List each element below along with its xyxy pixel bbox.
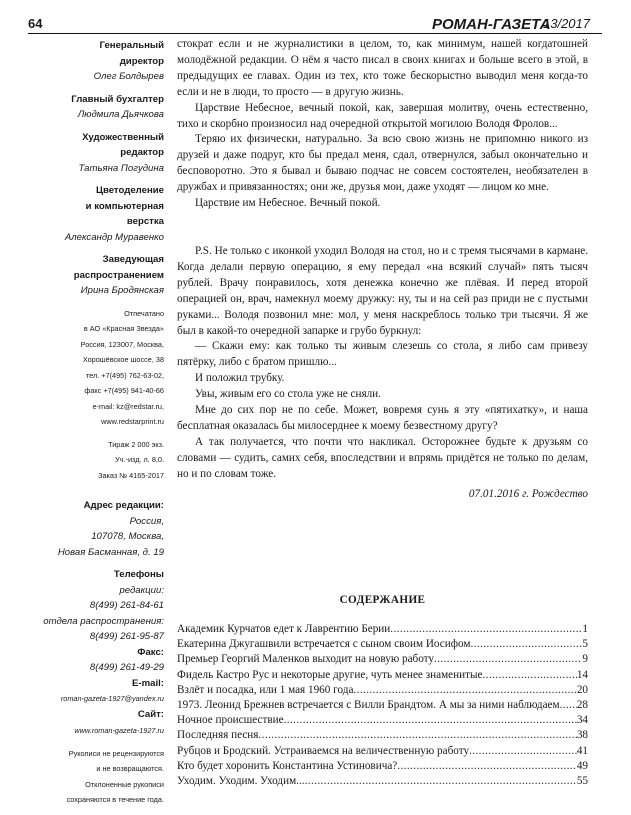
toc-entry bbox=[177, 652, 588, 667]
spacer bbox=[28, 490, 164, 498]
toc-entry-title: Екатерина Джугашвили встречается с сыном своим Иосифом bbox=[177, 638, 471, 651]
staff-distribution bbox=[28, 252, 164, 299]
toc-entry-page: 14 bbox=[576, 668, 588, 681]
email-label: E-mail: bbox=[132, 677, 164, 689]
toc-entry-page: 5 bbox=[582, 638, 588, 651]
printer-line: в АО «Красная Звезда» bbox=[83, 324, 164, 333]
staff-role: Художественный bbox=[82, 131, 164, 143]
staff-name: Людмила Дьячкова bbox=[77, 109, 164, 120]
toc-entry-title: Кто будет хоронить Константина Устиновича? bbox=[177, 759, 398, 772]
staff-accountant bbox=[28, 92, 164, 123]
toc-leader bbox=[390, 622, 582, 637]
printer-info bbox=[28, 306, 164, 430]
printer-line: e-mail: kz@redstar.ru, bbox=[92, 401, 164, 411]
toc-entry bbox=[177, 744, 588, 759]
toc-leader bbox=[560, 698, 577, 713]
print-run-line: Тираж 2 000 экз. bbox=[108, 439, 164, 449]
staff-role: редактор bbox=[120, 147, 164, 158]
toc-title: СОДЕРЖАНИЕ bbox=[339, 594, 426, 606]
staff-role: Цветоделение bbox=[95, 185, 164, 196]
toc-leader bbox=[470, 637, 582, 652]
spacer bbox=[177, 228, 588, 244]
staff-name: Татьяна Погудина bbox=[78, 162, 164, 174]
toc-entry-page: 49 bbox=[576, 759, 588, 772]
printer-line: Хорошёвское шоссе, 38 bbox=[82, 355, 164, 364]
toc-entry-page: 9 bbox=[582, 653, 588, 666]
staff-role: директор bbox=[119, 55, 164, 67]
staff-name: Ирина Бродянская bbox=[80, 285, 164, 296]
toc-entry-title: Рубцов и Бродский. Устраиваемся на величественную работу bbox=[177, 744, 470, 757]
page-header bbox=[0, 0, 631, 34]
postscript-paragraph: Увы, живым его со стола уже не сняли. bbox=[195, 388, 381, 401]
toc-entry-title: Уходим. Уходим. Уходим... bbox=[177, 774, 305, 787]
postscript-paragraph: А так получается, что почти что накликал. Осторожнее будьте к друзьям со словами — судить, самих себя, впоследствии и впрямь придётся не только по делам, но и по словам тоже. bbox=[177, 435, 588, 480]
staff-art-editor bbox=[28, 130, 164, 177]
toc-entry-page: 38 bbox=[576, 729, 588, 742]
printer-line: Отпечатано bbox=[124, 308, 164, 318]
postscript-paragraph: P.S. Не только с иконкой уходил Володя на стол, но и с тремя тысячами в кармане. Когда делали первую операцию, я ему передал «на всякий случай» пять тысяч рублей. Врачу понравилось, хотя денежка конечно же плёвая. И перед второй операцией он, врач, намекнул моему дружку: ну, ты и на сей раз приди не с пустыми руками... Володя позвонил мне: мол, у меня наскреблось только три тысячи. Я же был в какой-то очередной запарке и грубо буркнул: bbox=[177, 244, 588, 337]
article-paragraph: Царствие Небесное, вечный покой, как, завершая молитву, очень естественно, тихо и скорбно произносил над очередной открытой могилою Володя Фролов... bbox=[177, 101, 588, 130]
toc-entry bbox=[177, 637, 588, 652]
toc-entry bbox=[177, 698, 588, 713]
phones-label: Телефоны bbox=[113, 569, 164, 580]
header-rule bbox=[28, 33, 602, 34]
toc-leader bbox=[284, 713, 577, 728]
print-run-line: Уч.-изд. л. 8,0. bbox=[115, 455, 164, 464]
staff-role: верстка bbox=[126, 216, 164, 227]
address-label: Адрес редакции: bbox=[83, 500, 164, 511]
staff-role: Генеральный bbox=[99, 40, 164, 51]
address-line: Новая Басманная, д. 19 bbox=[57, 546, 164, 558]
toc-entry-title: Ночное происшествие bbox=[177, 714, 284, 727]
phone-label: отдела распространения: bbox=[43, 615, 164, 627]
fax-number: 8(499) 261-49-29 bbox=[89, 662, 164, 673]
article-signoff: 07.01.2016 г. Рождество bbox=[468, 487, 588, 500]
issue-number: 13/2017 bbox=[543, 16, 590, 31]
address-block bbox=[28, 498, 164, 560]
notice-line: Отклоненные рукописи bbox=[85, 779, 164, 789]
toc-entry bbox=[177, 668, 588, 683]
staff-role: Заведующая bbox=[102, 254, 164, 265]
staff-role: Главный бухгалтер bbox=[71, 93, 164, 105]
phone-number: 8(499) 261-84-61 bbox=[89, 600, 164, 611]
toc-entry-page: 20 bbox=[576, 683, 588, 696]
print-run-line: Заказ № 4165-2017 bbox=[98, 470, 164, 480]
postscript-paragraph: И положил трубку. bbox=[195, 372, 285, 385]
spacer bbox=[177, 212, 588, 228]
article-paragraph: Теряю их физически, натурально. За всю свою жизнь не припомню никого из друзей и даже подруг, кто бы предал меня, сдал, отвернулся, забыл окончательно и бесповоротно. Это я бывал и бываю подчас не совсем состоятелен, необязателен в дружбах и привязанностях; они же, друзья мои, даже уходят — лицом ко мне. bbox=[177, 133, 588, 194]
printer-line: Россия, 123007, Москва, bbox=[80, 339, 164, 349]
toc-entry bbox=[177, 774, 588, 789]
toc-entry bbox=[177, 683, 588, 698]
phone-label: редакции: bbox=[119, 584, 164, 596]
toc-entry-title: Премьер Георгий Маленков выходит на новую работу bbox=[177, 653, 435, 666]
toc-entry-title: Взлёт и посадка, или 1 мая 1960 года bbox=[177, 683, 354, 696]
toc-leader bbox=[305, 774, 577, 789]
toc-entry bbox=[177, 728, 588, 743]
toc-entry bbox=[177, 713, 588, 728]
article-body bbox=[177, 37, 588, 502]
imprint-sidebar bbox=[28, 38, 164, 815]
staff-role: и компьютерная bbox=[85, 200, 164, 212]
magazine-title: РОМАН-ГАЗЕТА bbox=[432, 16, 551, 33]
article-paragraph: Царствие им Небесное. Вечный покой. bbox=[195, 197, 381, 210]
toc-entry-title: Фидель Кастро Рус и некоторые другие, чуть менее знаменитые bbox=[177, 668, 483, 681]
staff-role: распространением bbox=[73, 269, 164, 281]
address-line: Россия, bbox=[129, 515, 164, 527]
printer-line: факс +7(495) 941-40-66 bbox=[84, 386, 164, 395]
page-number: 64 bbox=[28, 16, 43, 31]
printer-line: www.redstarprint.ru bbox=[101, 417, 164, 426]
toc-leader bbox=[258, 728, 576, 743]
contacts-block bbox=[28, 567, 164, 739]
manuscript-notice bbox=[28, 746, 164, 808]
toc-entry bbox=[177, 759, 588, 774]
notice-line: и не возвращаются. bbox=[96, 764, 164, 773]
toc-leader bbox=[353, 683, 576, 698]
fax-label: Факс: bbox=[137, 646, 164, 658]
staff-name: Олег Болдырев bbox=[93, 71, 164, 82]
article-paragraph: стократ если и не журналистики в целом, то, как минимум, нашей когдатошней молодёжной редакции. О нём я часто писал в своих книгах и больше всего в этой, в предыдущих ее главах. Один из тех, кто тоже бескорыстно выводил меня когда-то если и не в люди, то просто — в другую жизнь. bbox=[177, 38, 588, 98]
notice-line: Рукописи не рецензируются bbox=[68, 748, 164, 758]
notice-line: сохраняются в течение года. bbox=[66, 795, 164, 804]
phone-number: 8(499) 261-95-87 bbox=[89, 631, 164, 642]
print-run-info bbox=[28, 437, 164, 484]
staff-layout bbox=[28, 183, 164, 245]
toc-entry-page: 1 bbox=[582, 623, 588, 635]
toc-entry bbox=[177, 622, 588, 637]
toc-entry-title: Академик Курчатов едет к Лаврентию Берии bbox=[177, 623, 391, 635]
toc-entry-title: 1973. Леонид Брежнев встречается с Вилли Брандтом. А мы за ними наблюдаем bbox=[177, 698, 560, 711]
postscript-paragraph: Мне до сих пор не по себе. Может, вовремя сунь я эту «пятихатку», и наша бесплатная оказалась бы милосерднее к моему безвестному другу? bbox=[177, 404, 588, 432]
site-label: Сайт: bbox=[137, 709, 164, 720]
postscript-paragraph: — Скажи ему: как только ты живым слезешь со стола, я либо сам привезу пятёрку, либо с братом пришлю... bbox=[177, 340, 588, 369]
toc-leader bbox=[434, 652, 582, 667]
table-of-contents bbox=[177, 622, 588, 789]
toc-entry-page: 34 bbox=[576, 714, 588, 727]
toc-leader bbox=[397, 759, 577, 774]
site-url: www.roman-gazeta-1927.ru bbox=[74, 725, 164, 735]
address-line: 107078, Москва, bbox=[91, 531, 164, 542]
printer-line: тел. +7(495) 762-63-02, bbox=[85, 370, 164, 380]
toc-entry-page: 41 bbox=[576, 744, 588, 757]
email-address: roman-gazeta-1927@yandex.ru bbox=[60, 694, 164, 703]
staff-name: Александр Муравенко bbox=[64, 231, 164, 243]
toc-entry-page: 55 bbox=[576, 774, 588, 787]
toc-leader bbox=[482, 668, 576, 683]
toc-entry-title: Последняя песня bbox=[177, 729, 259, 742]
toc-leader bbox=[469, 744, 577, 759]
toc-entry-page: 28 bbox=[576, 698, 588, 711]
staff-director bbox=[28, 38, 164, 85]
